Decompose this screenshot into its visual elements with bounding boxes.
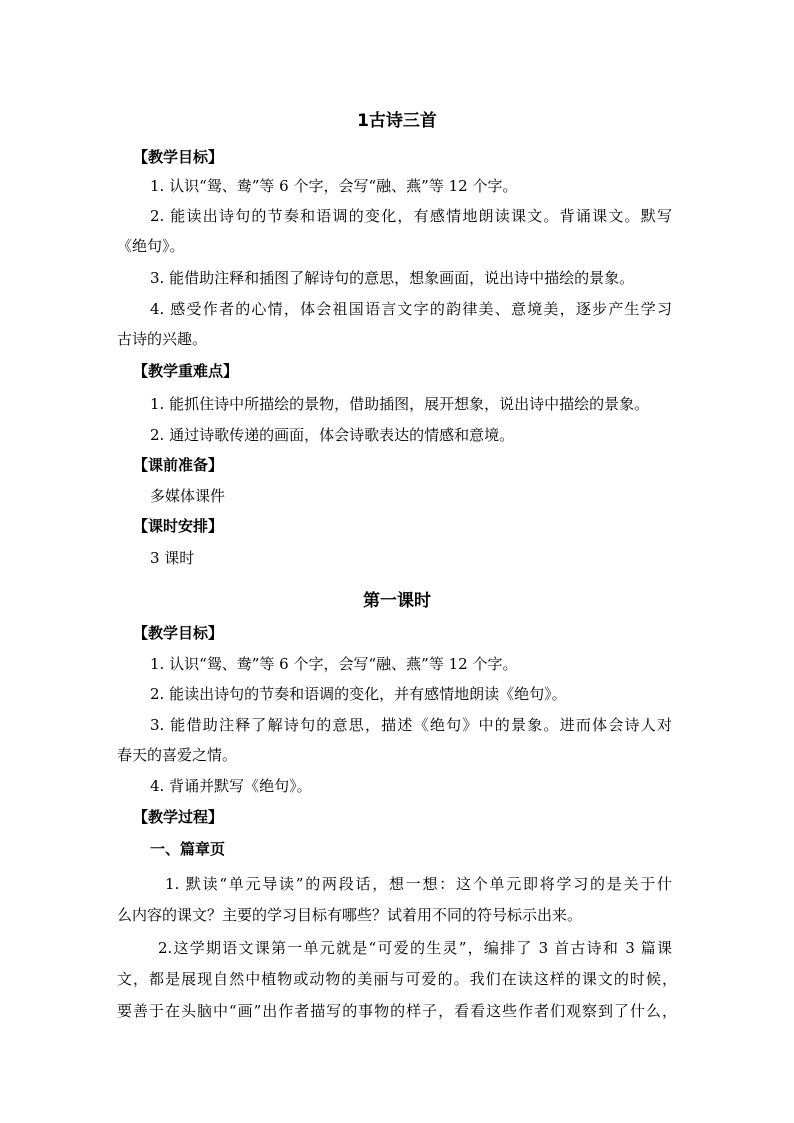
key-points-heading: 【教学重难点】 xyxy=(133,362,239,380)
schedule-heading: 【课时安排】 xyxy=(133,517,224,535)
goal-item-4: 4. 感受作者的心情，体会祖国语言文字的韵律美、意境美，逐步产生学习 xyxy=(150,300,672,318)
paragraph-1-line-1: 1. 默读“单元导读”的两段话，想一想：这个单元即将学习的是关于什 xyxy=(165,875,672,893)
teaching-goals-heading: 【教学目标】 xyxy=(133,148,224,166)
goal-item-4-continued: 古诗的兴趣。 xyxy=(117,330,208,348)
paragraph-1-line-2: 么内容的课文？主要的学习目标有哪些？试着用不同的符号标示出来。 xyxy=(117,906,583,924)
lesson-goal-2: 2. 能读出诗句的节奏和语调的变化，并有感情地朗读《绝句》。 xyxy=(150,685,567,703)
schedule-text: 3 课时 xyxy=(150,549,195,567)
key-point-1: 1. 能抓住诗中所描绘的景物，借助插图，展开想象，说出诗中描绘的景象。 xyxy=(150,395,650,413)
goal-item-3: 3. 能借助注释和插图了解诗句的意思，想象画面，说出诗中描绘的景象。 xyxy=(150,269,635,287)
paragraph-2-line-2: 文，都是展现自然中植物或动物的美丽与可爱的。我们在读这样的课文的时候， xyxy=(117,970,677,988)
paragraph-2-line-3: 要善于在头脑中“画”出作者描写的事物的样子，看看这些作者们观察到了什么， xyxy=(117,1002,677,1020)
lesson-one-title: 第一课时 xyxy=(363,591,431,611)
goal-item-2: 2. 能读出诗句的节奏和语调的变化，有感情地朗读课文。背诵课文。默写 xyxy=(150,207,672,225)
lesson-goal-1: 1. 认识“鸳、鸯”等 6 个字，会写“融、燕”等 12 个字。 xyxy=(150,655,518,673)
lesson-goals-heading: 【教学目标】 xyxy=(133,624,224,642)
preparation-heading: 【课前准备】 xyxy=(133,456,224,474)
lesson-goal-4: 4. 背诵并默写《绝句》。 xyxy=(150,777,312,795)
preparation-text: 多媒体课件 xyxy=(150,487,226,505)
paragraph-2-line-1: 2.这学期语文课第一单元就是“可爱的生灵”，编排了 3 首古诗和 3 篇课 xyxy=(158,939,672,957)
goal-item-2-continued: 《绝句》。 xyxy=(117,237,185,255)
goal-item-1: 1. 认识“鸳、鸯”等 6 个字，会写“融、燕”等 12 个字。 xyxy=(150,177,518,195)
key-point-2: 2. 通过诗歌传递的画面，体会诗歌表达的情感和意境。 xyxy=(150,426,515,444)
lesson-goal-3-continued: 春天的喜爱之情。 xyxy=(117,746,238,764)
lesson-goal-3: 3. 能借助注释了解诗句的意思，描述《绝句》中的景象。进而体会诗人对 xyxy=(150,716,672,734)
document-title: 1古诗三首 xyxy=(357,111,437,131)
process-heading: 【教学过程】 xyxy=(133,808,224,826)
part-one-heading: 一、篇章页 xyxy=(150,840,226,858)
